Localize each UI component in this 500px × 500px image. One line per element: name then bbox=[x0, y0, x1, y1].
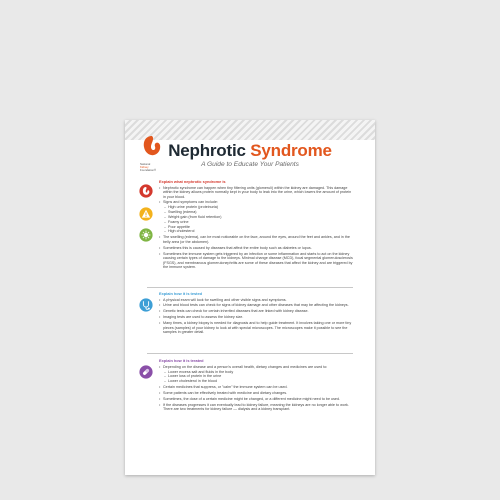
list-item: • Imaging tests are used to assess the kidney size. bbox=[163, 315, 355, 320]
goal-item: – Lower excess salt and fluids in the body bbox=[168, 370, 355, 375]
goal-item: – Lower loss of protein in the urine bbox=[168, 374, 355, 379]
section-tested-list bbox=[159, 298, 355, 335]
page-subtitle: A Guide to Educate Your Patients bbox=[201, 161, 299, 168]
section-what-it-is bbox=[159, 180, 355, 271]
brand-line-1: National bbox=[140, 162, 151, 166]
section-how-tested bbox=[159, 292, 355, 336]
list-item bbox=[163, 200, 355, 233]
section-what-list bbox=[159, 186, 355, 270]
list-item: • Genetic tests can check for certain inherited diseases that are linked with kidney disease. bbox=[163, 309, 355, 314]
guide-page bbox=[125, 120, 375, 475]
list-item bbox=[163, 365, 355, 384]
section-heading-treated: Explain how it is treated bbox=[159, 358, 204, 363]
list-item: • Nephrotic syndrome can happen when tiny filtering units (glomeruli) within the kidney are damaged. This damage within the kidney allows protein normally kept in your body to leak into the urine, which lowers the amount of protein in your blood. bbox=[163, 186, 355, 200]
list-item: • A physical exam will look for swelling and other visible signs and symptoms. bbox=[163, 298, 355, 303]
symptoms-list bbox=[163, 205, 355, 233]
list-item: • Urine and blood tests can check for signs of kidney damage and other diseases that may be affecting the kidneys. bbox=[163, 303, 355, 308]
list-item: • Sometimes this is caused by diseases that affect the entire body such as diabetes or lupus. bbox=[163, 246, 355, 251]
list-item: • Sometimes, the dose of a certain medicine might be changed, or a different medicine might need to be used. bbox=[163, 397, 355, 402]
brand-line-3: Foundation® bbox=[140, 168, 157, 173]
symptom-item: – Poor appetite bbox=[168, 225, 355, 230]
pill-icon bbox=[139, 365, 153, 379]
symptom-item: – Foamy urine bbox=[168, 220, 355, 225]
list-item: • Many times, a kidney biopsy is needed for diagnosis and to help guide treatment. It involves taking one or more tiny pieces (samples) of your kidney to look at with special microscopes. The microscopes make it possible to see the samples in greater detail. bbox=[163, 321, 355, 335]
symptom-item: – High cholesterol bbox=[168, 229, 355, 234]
list-item: • If the diseases progresses it can eventually lead to kidney failure, meaning the kidneys are no longer able to work. There are two treatments for kidney failure — dialysis and a kidney transplant. bbox=[163, 403, 355, 412]
section-treated-list bbox=[159, 365, 355, 412]
section-heading-what: Explain what nephrotic syndrome is bbox=[159, 179, 226, 184]
brand-line-2: Kidney bbox=[140, 165, 149, 170]
list-item: • The swelling (edema), can be most noticeable on the face, around the eyes, around the feet and ankles, and in the belly area (or the abdomen). bbox=[163, 235, 355, 244]
section-heading-tested: Explain how it is tested bbox=[159, 291, 203, 296]
list-item: • Certain medicines that suppress, or "calm" the immune system can be used. bbox=[163, 385, 355, 390]
title-accent: Syndrome bbox=[250, 141, 332, 160]
symptom-item: – High urine protein (proteinuria) bbox=[168, 205, 355, 210]
symptoms-intro: Signs and symptoms can include: bbox=[163, 200, 218, 205]
warning-triangle-icon bbox=[139, 207, 153, 221]
germ-icon bbox=[139, 228, 153, 242]
treatment-goals-list bbox=[163, 370, 355, 384]
symptom-item: – Swelling (edema) bbox=[168, 210, 355, 215]
title-main: Nephrotic bbox=[168, 141, 251, 160]
treatment-intro: Depending on the disease and a person's overall health, dietary changes and medicines are used to: bbox=[163, 364, 328, 369]
kidney-icon bbox=[139, 184, 153, 198]
symptom-item: – Weight gain (from fluid retention) bbox=[168, 215, 355, 220]
section-divider bbox=[147, 287, 353, 288]
goal-item: – Lower cholesterol in the blood bbox=[168, 379, 355, 384]
list-item: • Sometimes the immune system gets triggered by an infection or some inflammation and starts to act on the kidney causing certain types of damage to the kidneys. Minimal change disease (MCD), focal segmental glomerulosclerosis (FSGS), and membranous glomerulonephritis are some of these diseases that affect the kidney and are triggered by the immune system. bbox=[163, 252, 355, 270]
stethoscope-icon bbox=[139, 298, 153, 312]
page-title bbox=[125, 141, 375, 161]
section-how-treated bbox=[159, 359, 355, 413]
section-divider bbox=[147, 353, 353, 354]
list-item: • Some patients can be effectively treated with medicine and dietary changes. bbox=[163, 391, 355, 396]
